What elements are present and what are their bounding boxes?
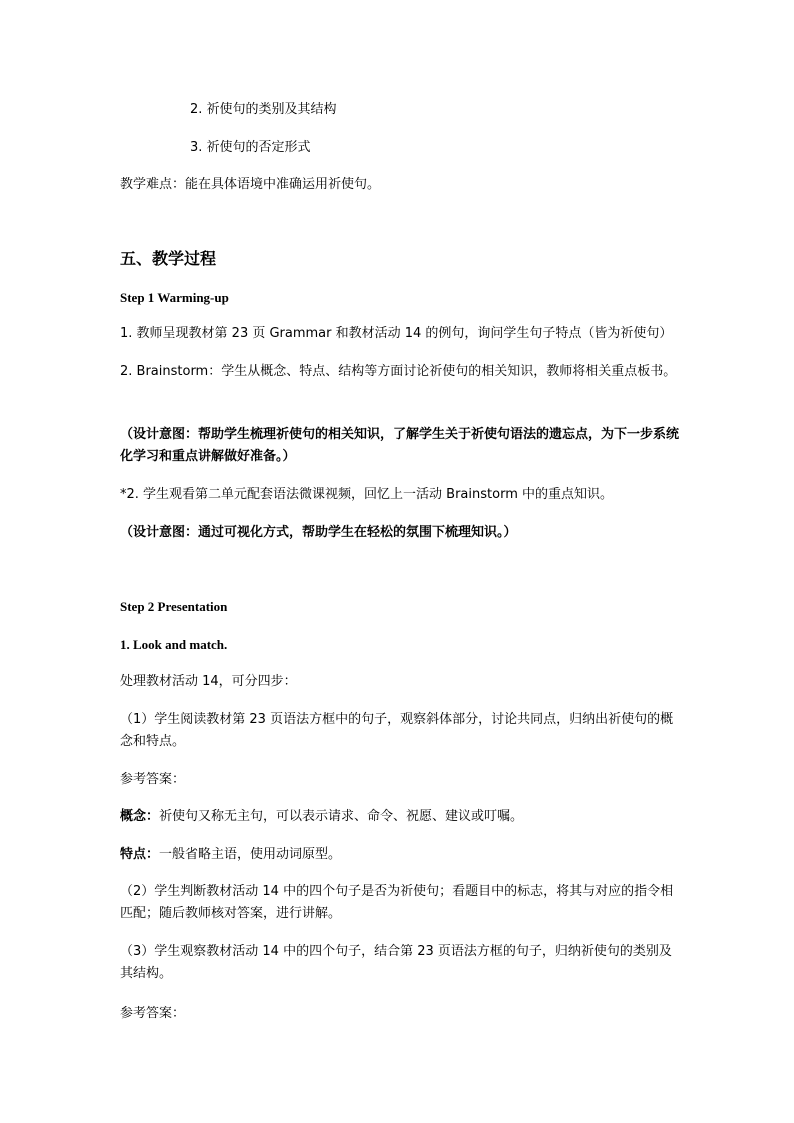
feature-text: 一般省略主语，使用动词原型。 <box>159 847 342 862</box>
concept-label: 概念： <box>120 809 160 824</box>
step1-item-3: *2. 学生观看第二单元配套语法微课视频，回忆上一活动 Brainstorm 中的重点知识。 <box>120 487 613 502</box>
step1-item-1: 1. 教师呈现教材第 23 页 Grammar 和教材活动 14 的例句，询问学生句子特点（皆为祈使句） <box>120 326 673 341</box>
reference-answer-label-2: 参考答案： <box>120 1006 186 1021</box>
step2-intro: 处理教材活动 14，可分四步： <box>120 674 297 689</box>
section-title: 五、教学过程 <box>120 249 217 268</box>
design-intent-2: （设计意图：通过可视化方式，帮助学生在轻松的氛围下梳理知识。） <box>120 525 517 540</box>
teaching-difficulty: 教学难点：能在具体语境中准确运用祈使句。 <box>120 177 381 192</box>
concept-text: 祈使句又称无主句，可以表示请求、命令、祝愿、建议或叮嘱。 <box>159 809 524 824</box>
step2-subheading: 1. Look and match. <box>120 637 228 652</box>
step2-substep-1: （1）学生阅读教材第 23 页语法方框中的句子，观察斜体部分，讨论共同点，归纳出祈使句的概念和特点。 <box>120 712 674 749</box>
step1-item-2: 2. Brainstorm：学生从概念、特点、结构等方面讨论祈使句的相关知识，教师将相关重点板书。 <box>120 364 677 379</box>
reference-answer-label-1: 参考答案： <box>120 772 186 787</box>
step2-substep-2: （2）学生判断教材活动 14 中的四个句子是否为祈使句；看题目中的标志，将其与对应的指令相匹配；随后教师核对答案，进行讲解。 <box>120 884 674 921</box>
focus-item-3 <box>190 137 750 159</box>
step2-heading: Step 2 Presentation <box>120 599 228 614</box>
design-intent-1: （设计意图：帮助学生梳理祈使句的相关知识，了解学生关于祈使句语法的遗忘点，为下一步系统化学习和重点讲解做好准备。） <box>120 427 680 464</box>
focus-item-text: 祈使句的类别及其结构 <box>206 102 337 117</box>
concept-line <box>120 806 680 828</box>
step2-substep-3: （3）学生观察教材活动 14 中的四个句子，结合第 23 页语法方框的句子，归纳祈使句的类别及其结构。 <box>120 944 672 981</box>
feature-line <box>120 844 680 866</box>
focus-item-number: 3. <box>190 140 203 155</box>
focus-item-number: 2. <box>190 102 203 117</box>
step1-heading: Step 1 Warming-up <box>120 290 229 305</box>
focus-item-text: 祈使句的否定形式 <box>206 140 311 155</box>
feature-label: 特点： <box>120 847 160 862</box>
focus-item-2 <box>190 99 750 121</box>
